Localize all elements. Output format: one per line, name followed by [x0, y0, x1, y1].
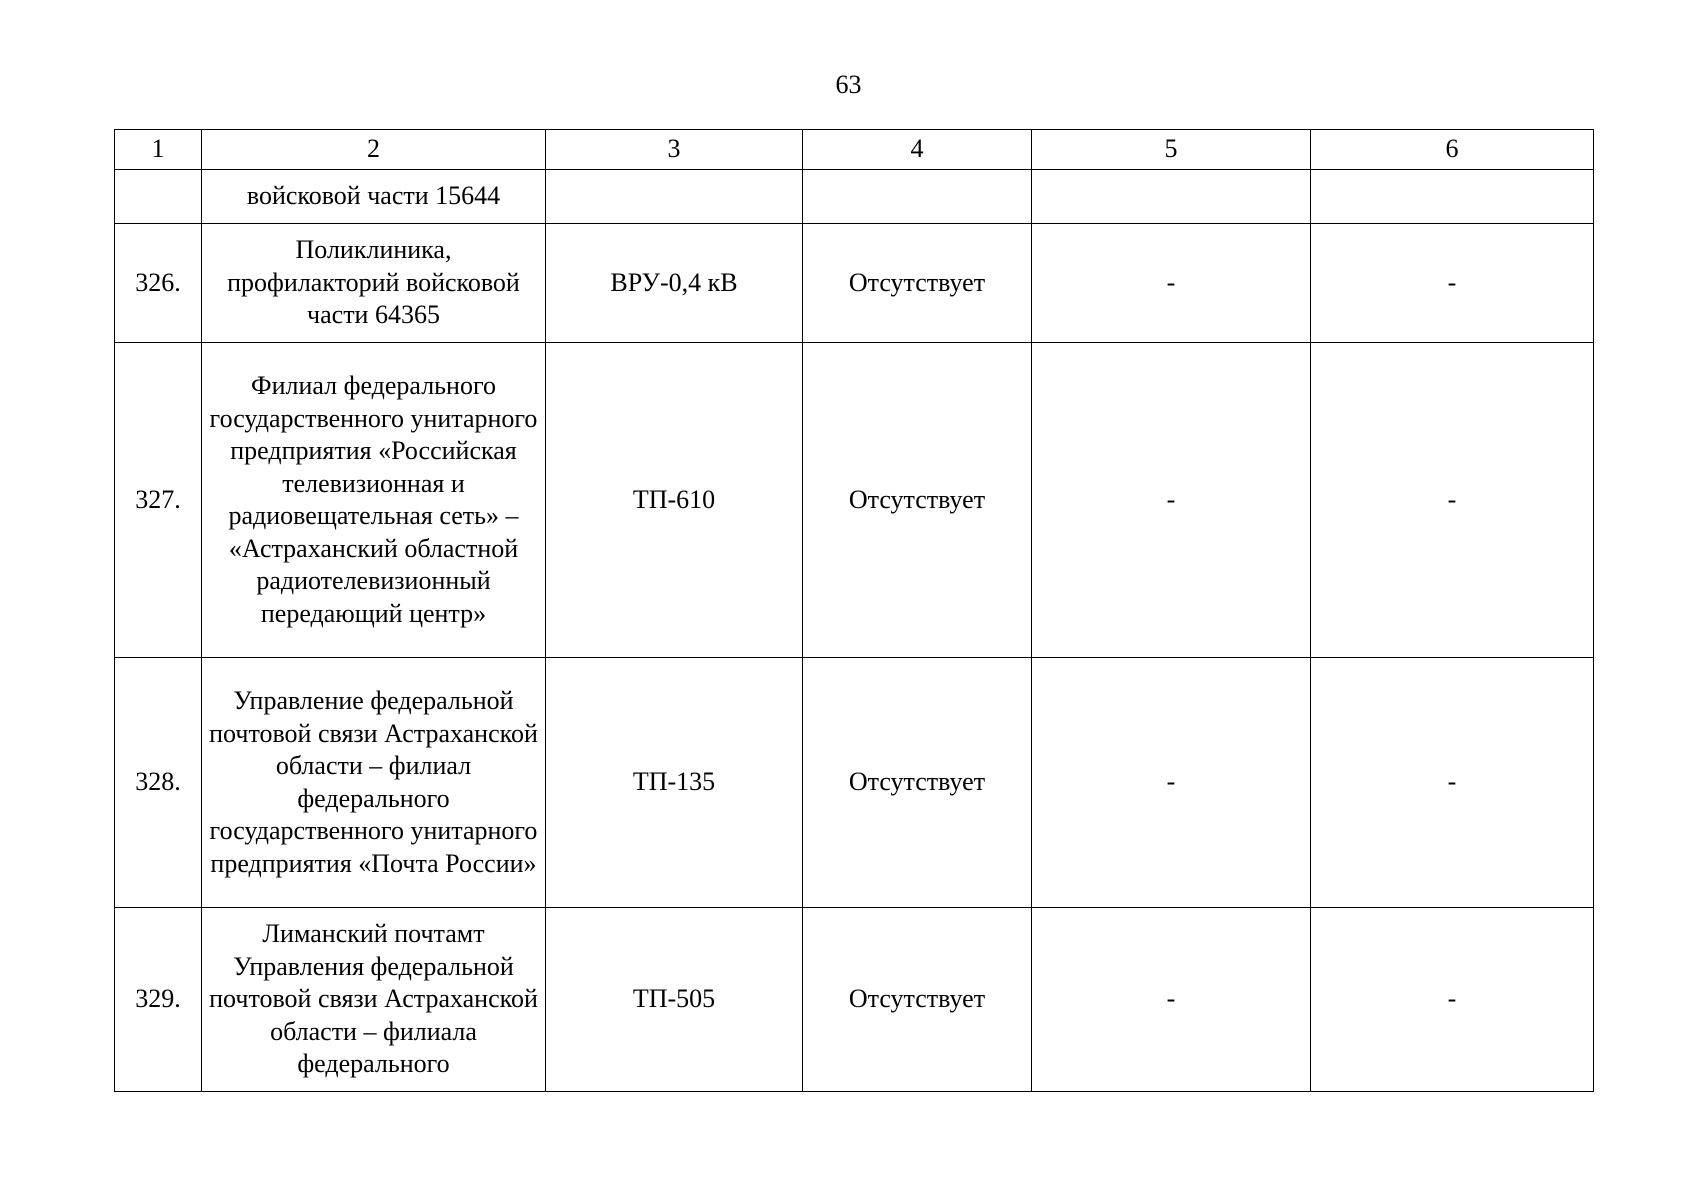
power-source-cell: ТП-135 — [546, 658, 803, 908]
table-row — [115, 908, 1594, 1092]
status-cell: Отсутствует — [803, 224, 1032, 343]
column-number-3: 3 — [546, 130, 803, 170]
status-cell: Отсутствует — [803, 658, 1032, 908]
table-row — [115, 170, 1594, 224]
column-5-cell: - — [1032, 343, 1311, 658]
status-cell — [803, 170, 1032, 224]
object-name-cell: Поликлиника, профилакторий войсковой части 64365 — [202, 224, 546, 343]
object-name-cell: Филиал федерального государственного унитарного предприятия «Российская телевизионная и радиовещательная сеть» – «Астраханский областной радиотелевизионный передающий центр» — [202, 343, 546, 658]
column-number-2: 2 — [202, 130, 546, 170]
power-source-cell: ТП-505 — [546, 908, 803, 1092]
row-number-cell: 326. — [115, 224, 202, 343]
object-name-cell: Лиманский почтамт Управления федеральной почтовой связи Астраханской области – филиала федерального — [202, 908, 546, 1092]
column-number-4: 4 — [803, 130, 1032, 170]
table-row — [115, 343, 1594, 658]
row-number-cell: 329. — [115, 908, 202, 1092]
row-number-cell — [115, 170, 202, 224]
document-table — [114, 129, 1594, 1092]
status-cell: Отсутствует — [803, 908, 1032, 1092]
power-source-cell: ТП-610 — [546, 343, 803, 658]
column-6-cell: - — [1311, 343, 1594, 658]
column-5-cell: - — [1032, 908, 1311, 1092]
power-source-cell — [546, 170, 803, 224]
column-6-cell — [1311, 170, 1594, 224]
column-number-1: 1 — [115, 130, 202, 170]
column-6-cell: - — [1311, 908, 1594, 1092]
column-5-cell — [1032, 170, 1311, 224]
table-row — [115, 658, 1594, 908]
object-name-cell: войсковой части 15644 — [202, 170, 546, 224]
column-number-5: 5 — [1032, 130, 1311, 170]
page-number: 63 — [835, 70, 862, 99]
table-row — [115, 224, 1594, 343]
row-number-cell: 328. — [115, 658, 202, 908]
column-5-cell: - — [1032, 224, 1311, 343]
column-6-cell: - — [1311, 658, 1594, 908]
row-number-cell: 327. — [115, 343, 202, 658]
column-number-6: 6 — [1311, 130, 1594, 170]
object-name-cell: Управление федеральной почтовой связи Астраханской области – филиал федерального государственного унитарного предприятия «Почта России» — [202, 658, 546, 908]
power-source-cell: ВРУ-0,4 кВ — [546, 224, 803, 343]
column-6-cell: - — [1311, 224, 1594, 343]
status-cell: Отсутствует — [803, 343, 1032, 658]
table-header-row — [115, 130, 1594, 170]
column-5-cell: - — [1032, 658, 1311, 908]
